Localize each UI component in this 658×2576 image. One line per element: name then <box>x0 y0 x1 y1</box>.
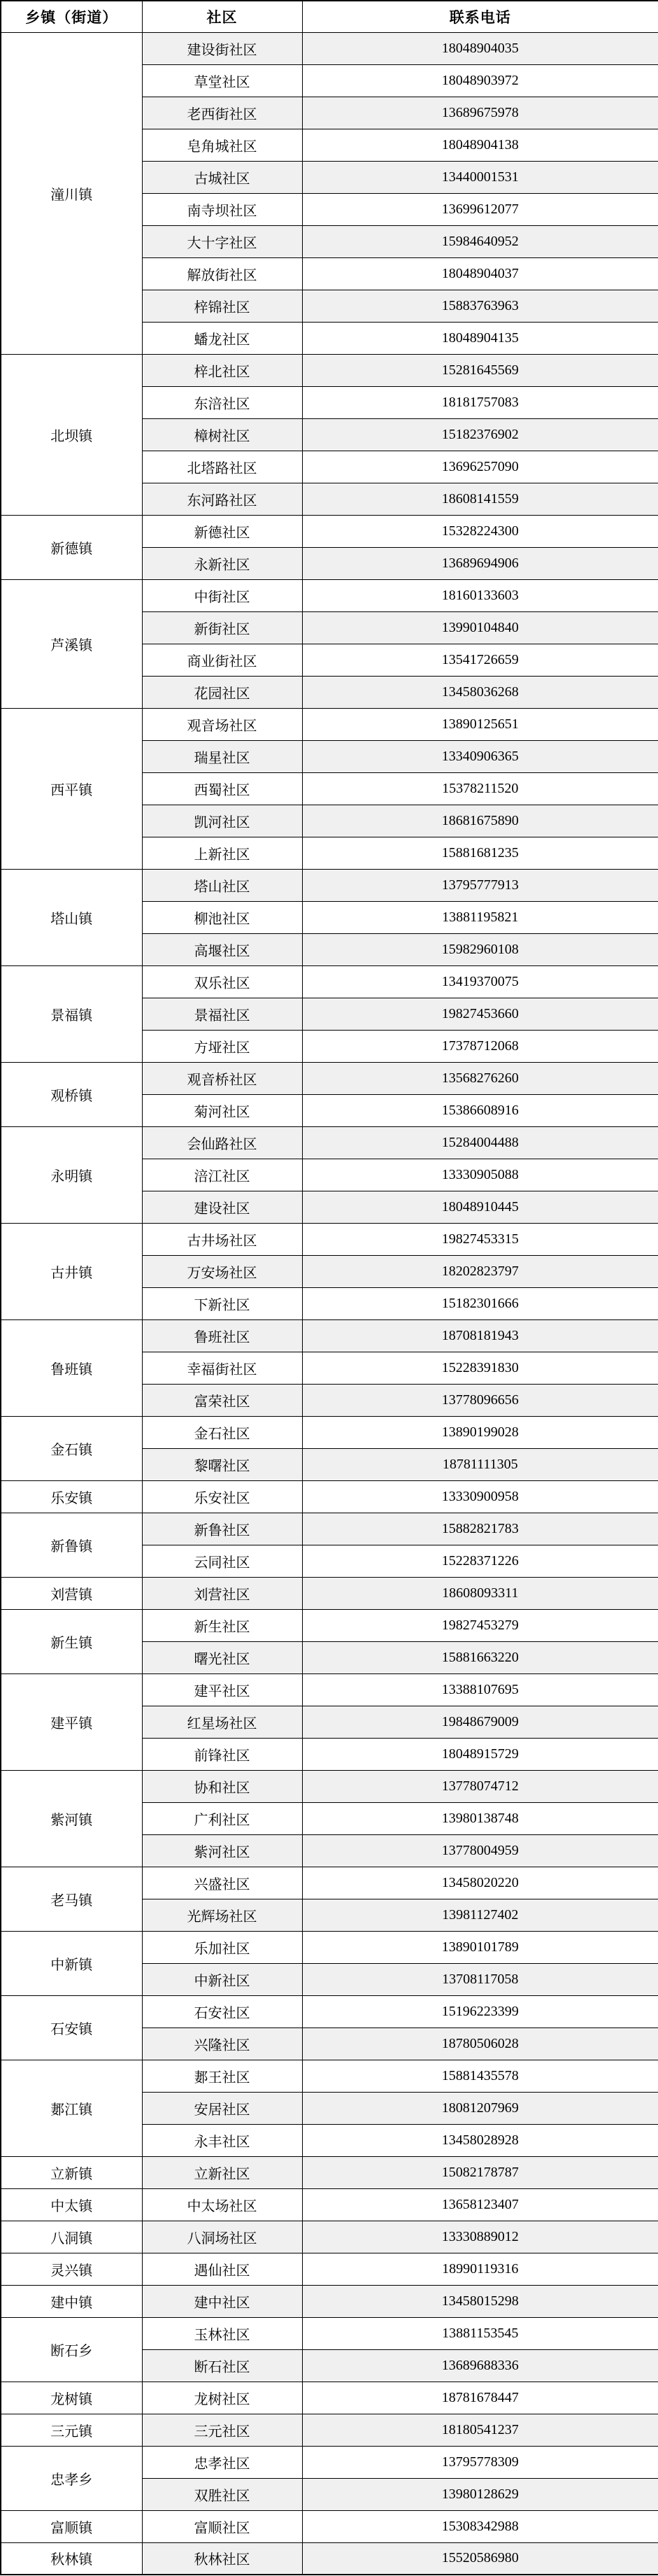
community-cell: 古井场社区 <box>142 1223 302 1255</box>
phone-cell: 13568276260 <box>302 1062 658 1094</box>
community-cell: 樟树社区 <box>142 418 302 451</box>
community-cell: 新生社区 <box>142 1609 302 1641</box>
community-cell: 会仙路社区 <box>142 1126 302 1159</box>
township-cell: 八洞镇 <box>1 2221 142 2253</box>
township-cell: 中新镇 <box>1 1931 142 1995</box>
community-cell: 解放街社区 <box>142 257 302 290</box>
township-cell: 新鲁镇 <box>1 1513 142 1577</box>
community-cell: 永丰社区 <box>142 2124 302 2156</box>
community-cell: 蟠龙社区 <box>142 322 302 354</box>
phone-cell: 15882821783 <box>302 1513 658 1545</box>
community-cell: 新街社区 <box>142 611 302 644</box>
community-cell: 忠孝社区 <box>142 2446 302 2478</box>
table-row <box>1 1319 658 1352</box>
community-cell: 草堂社区 <box>142 64 302 97</box>
township-cell: 西平镇 <box>1 708 142 869</box>
community-cell: 建中社区 <box>142 2285 302 2317</box>
table-row <box>1 354 658 386</box>
phone-cell: 15881663220 <box>302 1641 658 1673</box>
phone-cell: 15883763963 <box>302 290 658 322</box>
phone-cell: 13980138748 <box>302 1802 658 1834</box>
phone-cell: 13881195821 <box>302 901 658 933</box>
township-cell: 郪江镇 <box>1 2060 142 2156</box>
phone-cell: 15196223399 <box>302 1995 658 2027</box>
community-cell: 乐加社区 <box>142 1931 302 1963</box>
community-cell: 皂角城社区 <box>142 129 302 161</box>
phone-cell: 18202823797 <box>302 1255 658 1287</box>
community-cell: 曙光社区 <box>142 1641 302 1673</box>
community-cell: 永新社区 <box>142 547 302 579</box>
phone-cell: 15284004488 <box>302 1126 658 1159</box>
phone-cell: 13541726659 <box>302 644 658 676</box>
phone-cell: 18048910445 <box>302 1191 658 1223</box>
phone-cell: 13330905088 <box>302 1159 658 1191</box>
community-cell: 富荣社区 <box>142 1384 302 1416</box>
phone-cell: 18048904138 <box>302 129 658 161</box>
community-cell: 新鲁社区 <box>142 1513 302 1545</box>
table-row <box>1 2446 658 2478</box>
phone-cell: 13689694906 <box>302 547 658 579</box>
township-cell: 永明镇 <box>1 1126 142 1223</box>
township-cell: 立新镇 <box>1 2156 142 2188</box>
phone-cell: 15520586980 <box>302 2542 658 2575</box>
table-row <box>1 1577 658 1609</box>
community-cell: 遇仙社区 <box>142 2253 302 2285</box>
community-cell: 断石社区 <box>142 2349 302 2382</box>
community-cell: 梓北社区 <box>142 354 302 386</box>
phone-cell: 13890199028 <box>302 1416 658 1448</box>
community-cell: 上新社区 <box>142 837 302 869</box>
township-cell: 秋林镇 <box>1 2542 142 2575</box>
community-cell: 云同社区 <box>142 1545 302 1577</box>
phone-cell: 15228371226 <box>302 1545 658 1577</box>
community-cell: 南寺坝社区 <box>142 193 302 225</box>
community-cell: 凯河社区 <box>142 805 302 837</box>
community-cell: 红星场社区 <box>142 1706 302 1738</box>
phone-cell: 13778074712 <box>302 1770 658 1802</box>
community-cell: 下新社区 <box>142 1287 302 1319</box>
phone-cell: 13890125651 <box>302 708 658 740</box>
phone-cell: 15281645569 <box>302 354 658 386</box>
community-cell: 观音场社区 <box>142 708 302 740</box>
community-cell: 菊河社区 <box>142 1094 302 1126</box>
table-row <box>1 2060 658 2092</box>
table-row <box>1 965 658 998</box>
phone-cell: 15182301666 <box>302 1287 658 1319</box>
phone-cell: 13795778309 <box>302 2446 658 2478</box>
community-cell: 东涪社区 <box>142 386 302 418</box>
phone-cell: 18048904035 <box>302 32 658 64</box>
community-cell: 石安社区 <box>142 1995 302 2027</box>
community-cell: 柳池社区 <box>142 901 302 933</box>
phone-cell: 15228391830 <box>302 1352 658 1384</box>
phone-cell: 19827453315 <box>302 1223 658 1255</box>
community-cell: 建设街社区 <box>142 32 302 64</box>
phone-cell: 15881681235 <box>302 837 658 869</box>
community-cell: 刘营社区 <box>142 1577 302 1609</box>
table-row <box>1 2542 658 2575</box>
phone-cell: 13388107695 <box>302 1673 658 1706</box>
phone-cell: 17378712068 <box>302 1030 658 1062</box>
township-cell: 建中镇 <box>1 2285 142 2317</box>
community-cell: 北塔路社区 <box>142 451 302 483</box>
phone-cell: 18081207969 <box>302 2092 658 2124</box>
community-cell: 建平社区 <box>142 1673 302 1706</box>
community-cell: 安居社区 <box>142 2092 302 2124</box>
table-row <box>1 1995 658 2027</box>
table-row <box>1 2285 658 2317</box>
township-cell: 芦溪镇 <box>1 579 142 708</box>
phone-cell: 13699612077 <box>302 193 658 225</box>
col-header-township: 乡镇（街道） <box>1 1 142 32</box>
phone-cell: 18781678447 <box>302 2382 658 2414</box>
phone-cell: 18608141559 <box>302 483 658 515</box>
phone-cell: 15378211520 <box>302 772 658 805</box>
phone-cell: 13458036268 <box>302 676 658 708</box>
table-row <box>1 515 658 547</box>
phone-cell: 18048904135 <box>302 322 658 354</box>
township-cell: 金石镇 <box>1 1416 142 1480</box>
table-row <box>1 2221 658 2253</box>
phone-cell: 13330900958 <box>302 1480 658 1513</box>
community-cell: 金石社区 <box>142 1416 302 1448</box>
township-cell: 三元镇 <box>1 2414 142 2446</box>
table-row <box>1 2414 658 2446</box>
township-cell: 新德镇 <box>1 515 142 579</box>
phone-cell: 15984640952 <box>302 225 658 257</box>
community-cell: 黎曙社区 <box>142 1448 302 1480</box>
table-row <box>1 1867 658 1899</box>
table-row <box>1 1126 658 1159</box>
table-body <box>1 32 658 2575</box>
phone-cell: 13778096656 <box>302 1384 658 1416</box>
township-cell: 老马镇 <box>1 1867 142 1931</box>
community-cell: 玉林社区 <box>142 2317 302 2349</box>
phone-cell: 18781111305 <box>302 1448 658 1480</box>
phone-cell: 13980128629 <box>302 2478 658 2510</box>
community-cell: 古城社区 <box>142 161 302 193</box>
phone-cell: 13458028928 <box>302 2124 658 2156</box>
phone-cell: 13795777913 <box>302 869 658 901</box>
community-cell: 西蜀社区 <box>142 772 302 805</box>
phone-cell: 13708117058 <box>302 1963 658 1995</box>
community-cell: 中新社区 <box>142 1963 302 1995</box>
township-cell: 北坝镇 <box>1 354 142 515</box>
table-row <box>1 2156 658 2188</box>
community-cell: 老西街社区 <box>142 97 302 129</box>
phone-cell: 18048904037 <box>302 257 658 290</box>
table-row <box>1 2253 658 2285</box>
phone-cell: 13696257090 <box>302 451 658 483</box>
community-cell: 光辉场社区 <box>142 1899 302 1931</box>
township-cell: 鲁班镇 <box>1 1319 142 1416</box>
phone-cell: 18180541237 <box>302 2414 658 2446</box>
community-cell: 幸福街社区 <box>142 1352 302 1384</box>
community-cell: 立新社区 <box>142 2156 302 2188</box>
township-cell: 断石乡 <box>1 2317 142 2382</box>
phone-cell: 19848679009 <box>302 1706 658 1738</box>
community-cell: 花园社区 <box>142 676 302 708</box>
township-cell: 富顺镇 <box>1 2510 142 2542</box>
phone-cell: 13890101789 <box>302 1931 658 1963</box>
phone-cell: 13689688336 <box>302 2349 658 2382</box>
phone-cell: 13778004959 <box>302 1834 658 1867</box>
table-row <box>1 32 658 64</box>
table-row <box>1 2382 658 2414</box>
phone-cell: 13658123407 <box>302 2188 658 2221</box>
township-cell: 刘营镇 <box>1 1577 142 1609</box>
community-cell: 梓锦社区 <box>142 290 302 322</box>
community-cell: 方垭社区 <box>142 1030 302 1062</box>
table-row <box>1 1223 658 1255</box>
phone-cell: 15328224300 <box>302 515 658 547</box>
township-cell: 石安镇 <box>1 1995 142 2060</box>
table-row <box>1 869 658 901</box>
table-row <box>1 2317 658 2349</box>
township-cell: 建平镇 <box>1 1673 142 1770</box>
community-cell: 塔山社区 <box>142 869 302 901</box>
phone-cell: 18708181943 <box>302 1319 658 1352</box>
township-cell: 古井镇 <box>1 1223 142 1319</box>
phone-cell: 15082178787 <box>302 2156 658 2188</box>
community-cell: 三元社区 <box>142 2414 302 2446</box>
township-cell: 观桥镇 <box>1 1062 142 1126</box>
phone-cell: 15308342988 <box>302 2510 658 2542</box>
phone-cell: 18990119316 <box>302 2253 658 2285</box>
table-row <box>1 1416 658 1448</box>
col-header-community: 社区 <box>142 1 302 32</box>
community-cell: 高堰社区 <box>142 933 302 965</box>
header-row <box>1 1 658 32</box>
community-cell: 秋林社区 <box>142 2542 302 2575</box>
township-cell: 乐安镇 <box>1 1480 142 1513</box>
table-row <box>1 2188 658 2221</box>
community-cell: 前锋社区 <box>142 1738 302 1770</box>
community-cell: 鲁班社区 <box>142 1319 302 1352</box>
community-cell: 八洞场社区 <box>142 2221 302 2253</box>
phone-cell: 15881435578 <box>302 2060 658 2092</box>
table-row <box>1 579 658 611</box>
township-cell: 塔山镇 <box>1 869 142 965</box>
table-row <box>1 1770 658 1802</box>
phone-cell: 19827453660 <box>302 998 658 1030</box>
community-cell: 双胜社区 <box>142 2478 302 2510</box>
phone-cell: 13981127402 <box>302 1899 658 1931</box>
phone-cell: 13458020220 <box>302 1867 658 1899</box>
community-cell: 中街社区 <box>142 579 302 611</box>
phone-cell: 18160133603 <box>302 579 658 611</box>
community-cell: 郪王社区 <box>142 2060 302 2092</box>
table-row <box>1 1609 658 1641</box>
table-row <box>1 2510 658 2542</box>
phone-cell: 13419370075 <box>302 965 658 998</box>
phone-cell: 13881153545 <box>302 2317 658 2349</box>
community-cell: 涪江社区 <box>142 1159 302 1191</box>
community-cell: 龙树社区 <box>142 2382 302 2414</box>
table-row <box>1 1062 658 1094</box>
community-cell: 乐安社区 <box>142 1480 302 1513</box>
township-cell: 龙树镇 <box>1 2382 142 2414</box>
township-cell: 紫河镇 <box>1 1770 142 1867</box>
community-cell: 紫河社区 <box>142 1834 302 1867</box>
community-cell: 协和社区 <box>142 1770 302 1802</box>
community-cell: 观音桥社区 <box>142 1062 302 1094</box>
col-header-phone: 联系电话 <box>302 1 658 32</box>
community-cell: 建设社区 <box>142 1191 302 1223</box>
community-cell: 广利社区 <box>142 1802 302 1834</box>
township-cell: 忠孝乡 <box>1 2446 142 2510</box>
phone-cell: 13689675978 <box>302 97 658 129</box>
community-cell: 中太场社区 <box>142 2188 302 2221</box>
phone-cell: 18048903972 <box>302 64 658 97</box>
community-cell: 景福社区 <box>142 998 302 1030</box>
phone-cell: 13458015298 <box>302 2285 658 2317</box>
community-cell: 兴隆社区 <box>142 2027 302 2060</box>
phone-cell: 18181757083 <box>302 386 658 418</box>
community-cell: 兴盛社区 <box>142 1867 302 1899</box>
phone-cell: 15182376902 <box>302 418 658 451</box>
township-cell: 新生镇 <box>1 1609 142 1673</box>
phone-cell: 13990104840 <box>302 611 658 644</box>
phone-cell: 18681675890 <box>302 805 658 837</box>
table-row <box>1 1480 658 1513</box>
table-row <box>1 1931 658 1963</box>
phone-cell: 18780506028 <box>302 2027 658 2060</box>
township-cell: 景福镇 <box>1 965 142 1062</box>
community-cell: 富顺社区 <box>142 2510 302 2542</box>
phone-cell: 18048915729 <box>302 1738 658 1770</box>
phone-cell: 13330889012 <box>302 2221 658 2253</box>
community-cell: 商业街社区 <box>142 644 302 676</box>
table-row <box>1 708 658 740</box>
community-cell: 大十字社区 <box>142 225 302 257</box>
community-cell: 东河路社区 <box>142 483 302 515</box>
phone-cell: 13340906365 <box>302 740 658 772</box>
table-row <box>1 1673 658 1706</box>
phone-cell: 15386608916 <box>302 1094 658 1126</box>
community-cell: 万安场社区 <box>142 1255 302 1287</box>
community-cell: 瑞星社区 <box>142 740 302 772</box>
township-cell: 中太镇 <box>1 2188 142 2221</box>
table-row <box>1 1513 658 1545</box>
township-cell: 潼川镇 <box>1 32 142 354</box>
phone-cell: 13440001531 <box>302 161 658 193</box>
phone-cell: 15982960108 <box>302 933 658 965</box>
community-cell: 双乐社区 <box>142 965 302 998</box>
phone-cell: 19827453279 <box>302 1609 658 1641</box>
township-cell: 灵兴镇 <box>1 2253 142 2285</box>
phone-cell: 18608093311 <box>302 1577 658 1609</box>
community-cell: 新德社区 <box>142 515 302 547</box>
